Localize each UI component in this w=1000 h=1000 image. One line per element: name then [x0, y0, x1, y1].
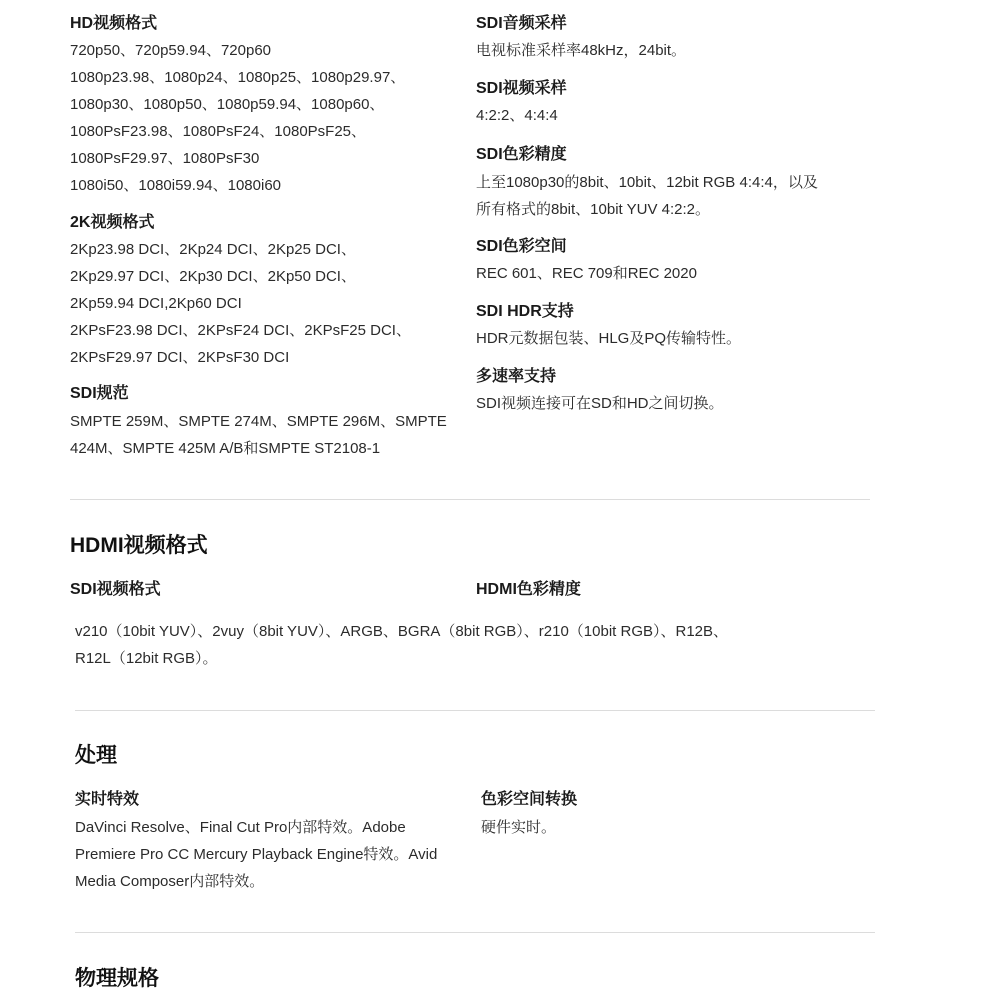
sdi-video-sampling-list: [476, 102, 558, 129]
color-space-conversion-list: [481, 814, 556, 841]
spec-line: 720p50、720p59.94、720p60: [70, 42, 272, 59]
sdi-audio-sampling-heading: SDI音频采样: [476, 15, 567, 32]
hdmi-color-precision-heading: HDMI色彩精度: [476, 581, 581, 598]
spec-line: REC 601、REC 709和REC 2020: [476, 265, 697, 282]
section-divider: [70, 499, 870, 500]
hd-video-formats-list: [70, 37, 405, 199]
spec-line: 2KPsF29.97 DCI、2KPsF30 DCI: [70, 349, 290, 366]
spec-line: 1080p23.98、1080p24、1080p25、1080p29.97、: [70, 69, 406, 86]
spec-line: v210（10bit YUV）、2vuy（8bit YUV）、ARGB、BGRA（8bit RGB）、r210（10bit RGB）、R12B、: [75, 623, 729, 640]
sdi-color-precision-heading: SDI色彩精度: [476, 146, 567, 163]
spec-line: 424M、SMPTE 425M A/B和SMPTE ST2108-1: [70, 440, 381, 457]
processing-section-title: 处理: [75, 744, 117, 767]
2k-video-formats-list: [70, 236, 411, 371]
spec-line: 2Kp23.98 DCI、2Kp24 DCI、2Kp25 DCI、: [70, 241, 356, 258]
hd-video-formats-heading: HD视频格式: [70, 15, 158, 32]
spec-line: 1080p30、1080p50、1080p59.94、1080p60、: [70, 96, 385, 113]
realtime-effects-heading: 实时特效: [75, 791, 140, 808]
realtime-effects-list: [75, 814, 437, 895]
spec-line: Premiere Pro CC Mercury Playback Engine特效。Avid: [75, 846, 438, 863]
spec-line: 1080PsF23.98、1080PsF24、1080PsF25、: [70, 123, 367, 140]
multi-rate-heading: 多速率支持: [476, 368, 557, 385]
spec-line: 硬件实时。: [481, 819, 557, 836]
spec-line: HDR元数据包装、HLG及PQ传输特性。: [476, 330, 742, 347]
sdi-color-space-heading: SDI色彩空间: [476, 238, 567, 255]
spec-line: 2Kp29.97 DCI、2Kp30 DCI、2Kp50 DCI、: [70, 268, 356, 285]
section-divider: [75, 710, 875, 711]
2k-video-formats-heading: 2K视频格式: [70, 214, 155, 231]
sdi-audio-sampling-list: [476, 37, 686, 64]
hdmi-sdi-video-formats-heading: SDI视频格式: [70, 581, 161, 598]
sdi-standards-list: [70, 408, 447, 462]
section-divider: [75, 932, 875, 933]
sdi-standards-heading: SDI规范: [70, 385, 129, 402]
sdi-video-sampling-heading: SDI视频采样: [476, 80, 567, 97]
multi-rate-list: [476, 390, 724, 417]
sdi-color-precision-list: [476, 169, 818, 223]
spec-line: 2Kp59.94 DCI,2Kp60 DCI: [70, 295, 242, 312]
spec-line: DaVinci Resolve、Final Cut Pro内部特效。Adobe: [75, 819, 406, 836]
spec-line: 1080PsF29.97、1080PsF30: [70, 150, 260, 167]
sdi-hdr-heading: SDI HDR支持: [476, 303, 574, 320]
physical-specs-section-title: 物理规格: [75, 967, 159, 990]
spec-line: 电视标准采样率48kHz，24bit。: [476, 42, 687, 59]
hdmi-section-title: HDMI视频格式: [70, 534, 208, 557]
spec-line: 4:2:2、4:4:4: [476, 107, 558, 124]
spec-line: 所有格式的8bit、10bit YUV 4:2:2。: [476, 201, 710, 218]
spec-line: R12L（12bit RGB）。: [75, 650, 218, 667]
spec-line: SDI视频连接可在SD和HD之间切换。: [476, 395, 724, 412]
spec-line: 2KPsF23.98 DCI、2KPsF24 DCI、2KPsF25 DCI、: [70, 322, 411, 339]
spec-line: Media Composer内部特效。: [75, 873, 265, 890]
sdi-hdr-list: [476, 325, 741, 352]
hdmi-formats-list: [75, 618, 728, 672]
spec-line: 1080i50、1080i59.94、1080i60: [70, 177, 282, 194]
sdi-color-space-list: [476, 260, 697, 287]
color-space-conversion-heading: 色彩空间转换: [481, 791, 578, 808]
spec-line: SMPTE 259M、SMPTE 274M、SMPTE 296M、SMPTE: [70, 413, 447, 430]
spec-line: 上至1080p30的8bit、10bit、12bit RGB 4:4:4，以及: [476, 174, 818, 191]
